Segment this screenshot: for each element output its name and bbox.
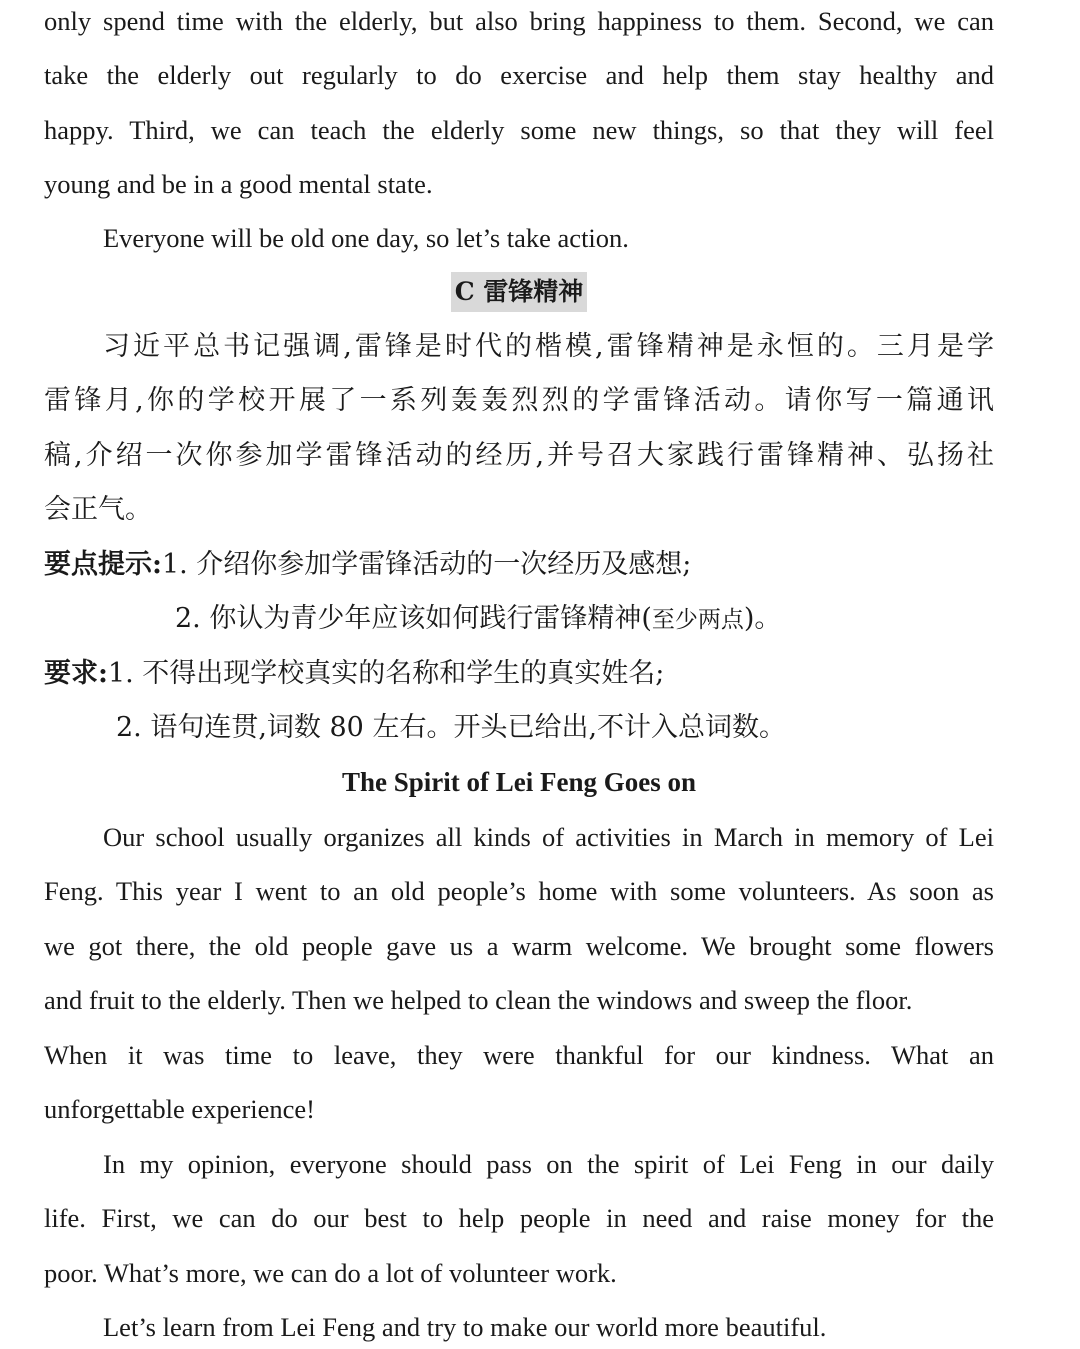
requirements-label: 要求: <box>44 658 108 689</box>
essay-para2-line-1: In my opinion, everyone should pass on the spirit of Lei Feng in our daily <box>103 1149 994 1179</box>
prompt-line-1: 习近平总书记强调,雷锋是时代的楷模,雷锋精神是永恒的。三月是学 <box>103 331 994 362</box>
requirements-row-1 <box>44 654 664 694</box>
essay-para1-line-6: unforgettable experience! <box>44 1094 315 1124</box>
section-c-heading: C 雷锋精神 <box>451 272 588 312</box>
hint-2-note: 至少两点 <box>651 607 744 633</box>
prompt-line-3: 稿,介绍一次你参加学雷锋活动的经历,并号召大家践行雷锋精神、弘扬社 <box>44 440 994 471</box>
requirement-2: 2. 语句连贯,词数 80 左右。开头已给出,不计入总词数。 <box>116 712 787 743</box>
hints-row-2 <box>175 599 781 639</box>
essay-title: The Spirit of Lei Feng Goes on <box>341 767 696 797</box>
hints-label: 要点提示: <box>44 549 162 580</box>
essay-para1-line-3: we got there, the old people gave us a warm welcome. We brought some flowers <box>44 931 994 961</box>
prompt-line-2: 雷锋月,你的学校开展了一系列轰轰烈烈的学雷锋活动。请你写一篇通讯 <box>44 385 994 416</box>
requirement-1: 1. 不得出现学校真实的名称和学生的真实姓名; <box>107 658 665 689</box>
prompt-line-4: 会正气。 <box>44 494 152 525</box>
hint-2-end: )。 <box>743 603 782 634</box>
hint-2-main: 2. 你认为青少年应该如何践行雷锋精神( <box>175 603 652 634</box>
continuation-line-4: young and be in a good mental state. <box>44 169 433 199</box>
essay-para2-line-3: poor. What’s more, we can do a lot of volunteer work. <box>44 1258 617 1288</box>
hint-1: 1. 介绍你参加学雷锋活动的一次经历及感想; <box>161 549 692 580</box>
section-heading-row <box>44 272 994 312</box>
essay-para1-line-5: When it was time to leave, they were thankful for our kindness. What an <box>44 1040 994 1070</box>
continuation-line-2: take the elderly out regularly to do exercise and help them stay healthy and <box>44 60 994 90</box>
essay-para1-line-2: Feng. This year I went to an old people’s home with some volunteers. As soon as <box>44 876 994 906</box>
hints-row-1 <box>44 545 691 585</box>
essay-closing: Let’s learn from Lei Feng and try to make our world more beautiful. <box>103 1312 827 1342</box>
continuation-line-1: only spend time with the elderly, but also bring happiness to them. Second, we can <box>44 6 994 36</box>
essay-para2-line-2: life. First, we can do our best to help people in need and raise money for the <box>44 1203 994 1233</box>
essay-para1-line-1: Our school usually organizes all kinds of activities in March in memory of Lei <box>103 822 994 852</box>
continuation-closing: Everyone will be old one day, so let’s take action. <box>103 223 629 253</box>
essay-para1-line-4: and fruit to the elderly. Then we helped to clean the windows and sweep the floor. <box>44 985 913 1015</box>
continuation-line-3: happy. Third, we can teach the elderly some new things, so that they will feel <box>44 115 994 145</box>
